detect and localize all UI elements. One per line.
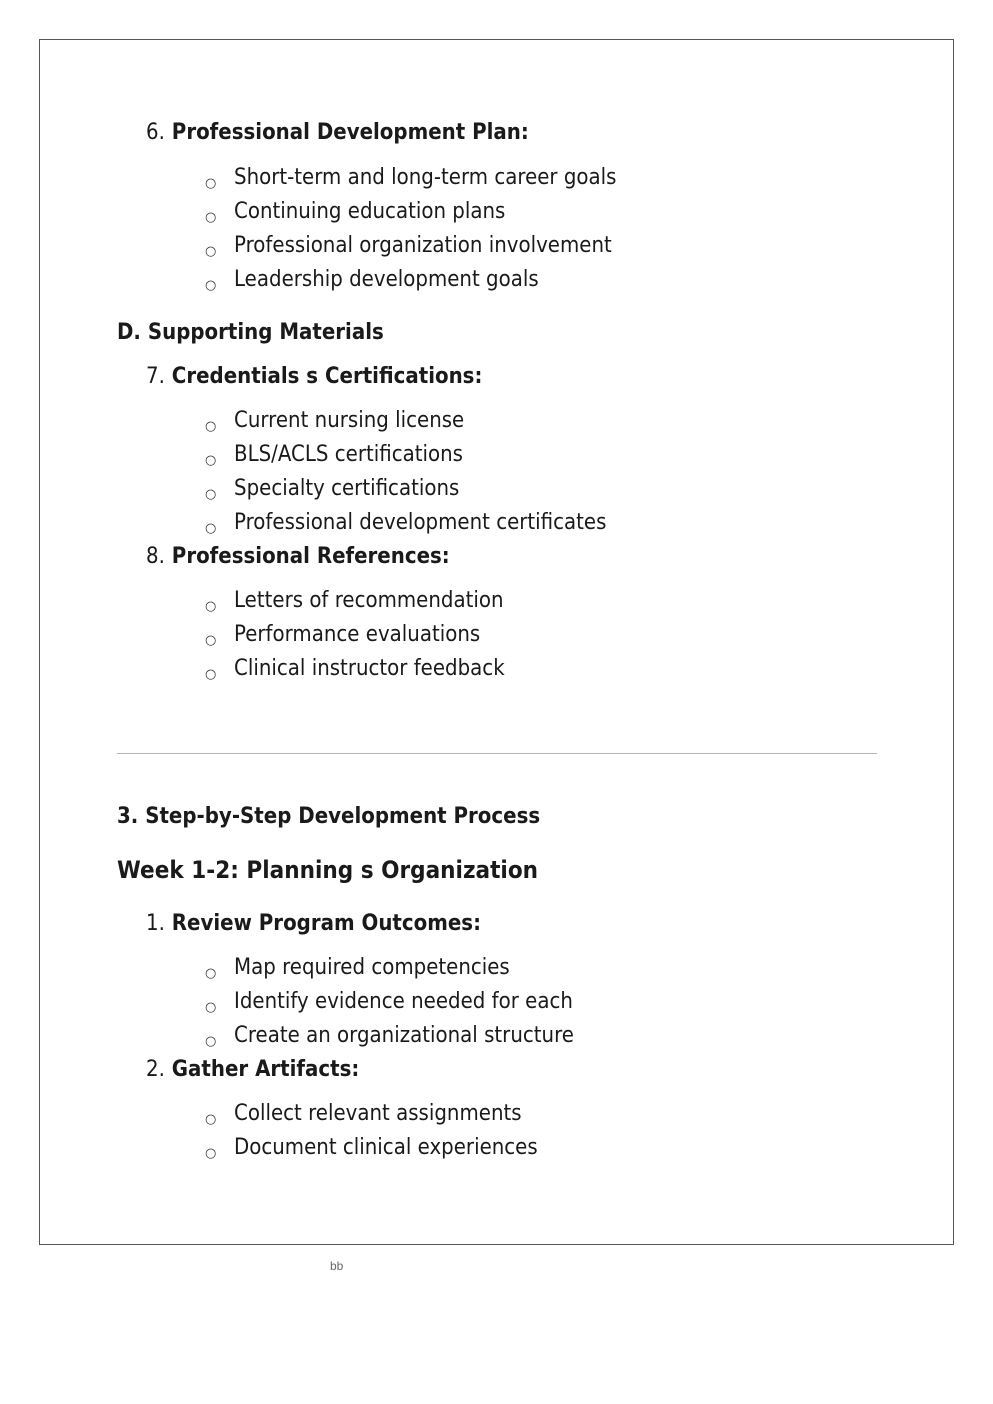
list-item: Letters of recommendation <box>234 588 504 613</box>
page-footer: bb <box>330 1259 344 1273</box>
list-item: Map required competencies <box>234 955 510 980</box>
list-item: Professional organization involvement <box>234 233 612 258</box>
bullet-icon: ○ <box>205 1112 217 1127</box>
subsection-heading: Week 1-2: Planning s Organization <box>117 856 539 884</box>
bullet-icon: ○ <box>205 453 217 468</box>
bullet-icon: ○ <box>205 966 217 981</box>
bullet-icon: ○ <box>205 244 217 259</box>
bullet-icon: ○ <box>205 633 217 648</box>
list-item: Short-term and long-term career goals <box>234 165 617 190</box>
bullet-icon: ○ <box>205 1000 217 1015</box>
bullet-icon: ○ <box>205 1146 217 1161</box>
list-item: Document clinical experiences <box>234 1135 538 1160</box>
bullet-icon: ○ <box>205 1034 217 1049</box>
bullet-icon: ○ <box>205 599 217 614</box>
list-item: BLS/ACLS certifications <box>234 442 463 467</box>
list-item-title: 6. Professional Development Plan: <box>146 120 529 145</box>
bullet-icon: ○ <box>205 176 217 191</box>
bullet-icon: ○ <box>205 278 217 293</box>
list-item: Clinical instructor feedback <box>234 656 505 681</box>
list-item: Specialty certifications <box>234 476 460 501</box>
list-item: Identify evidence needed for each <box>234 989 573 1014</box>
bullet-icon: ○ <box>205 487 217 502</box>
bullet-icon: ○ <box>205 210 217 225</box>
list-item: Current nursing license <box>234 408 465 433</box>
list-item: Create an organizational structure <box>234 1023 574 1048</box>
bullet-icon: ○ <box>205 667 217 682</box>
divider <box>117 753 877 754</box>
list-item: Continuing education plans <box>234 199 506 224</box>
section-heading: 3. Step-by-Step Development Process <box>117 804 541 829</box>
list-item-title: 2. Gather Artifacts: <box>146 1057 360 1082</box>
list-item-title: 1. Review Program Outcomes: <box>146 911 481 936</box>
list-item: Leadership development goals <box>234 267 539 292</box>
bullet-icon: ○ <box>205 419 217 434</box>
bullet-icon: ○ <box>205 521 217 536</box>
list-item: Professional development certificates <box>234 510 607 535</box>
list-item: Performance evaluations <box>234 622 481 647</box>
list-item-title: 7. Credentials s Certifications: <box>146 364 483 389</box>
list-item-title: 8. Professional References: <box>146 544 450 569</box>
section-heading: D. Supporting Materials <box>117 320 384 345</box>
list-item: Collect relevant assignments <box>234 1101 522 1126</box>
